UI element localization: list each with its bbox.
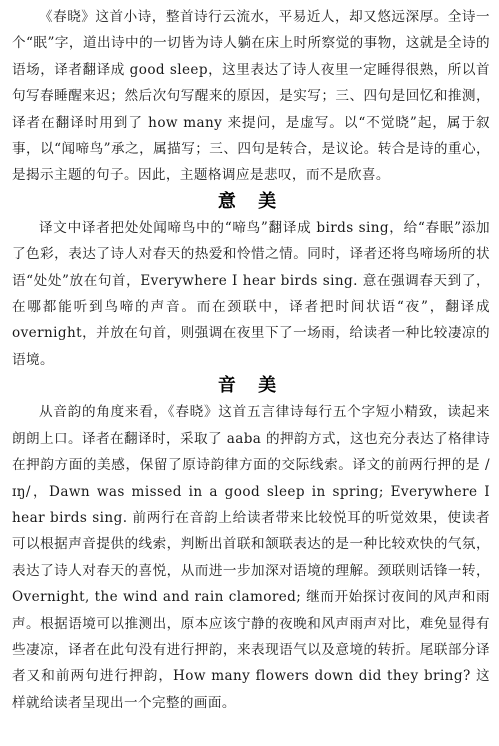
- section-heading-meaning-beauty: 意 美: [217, 190, 285, 212]
- meaning-beauty-paragraph: 译文中译者把处处闻啼鸟中的“啼鸟”翻译成 birds sing，给“春眠”添加了色彩，表达了诗人对春天的热爱和怜惜之情。同时，译者还将鸟啼场所的状语“处处”放在句首，Everywhere I hear birds sing. 意在强调春天到了，在哪都能听到鸟啼的声音。而在颈联中，译者把时间状语“夜”，翻译成 overnight，并放在句首，则强调在夜里下了一场雨，给读者一种比较凄凉的语境。: [12, 219, 490, 368]
- sound-beauty-paragraph: 从音韵的角度来看，《春晓》这首五言律诗每行五个字短小精致，读起来朗朗上口。译者在翻译时，采取了 aaba 的押韵方式，这也充分表达了格律诗在押韵方面的美感，保留了原诗韵律方面的交际线索。译文的前两行押的是 /ɪŋ/，Dawn was missed in a good sleep in spring; Everywhere I hear birds sing. 前两行在音韵上给读者带来比较悦耳的听觉效果，使读者可以根据声音提供的线索，判断出首联和颔联表达的是一种比较欢快的气氛，表达了诗人对春天的喜悦，从而进一步加深对语境的理解。颈联则话锋一转，Overnight, the wind and rain clamored; 继而开始探讨夜间的风声和雨声。根据语境可以推测出，原本应该宁静的夜晚和风声雨声对比，难免显得有些凄凉，译者在此句没有进行押韵，来表现语气以及意境的转折。尾联部分译者又和前两句进行押韵，How many flowers down did they bring? 这样就给读者呈现出一个完整的画面。: [12, 404, 490, 711]
- intro-paragraph: 《春晓》这首小诗，整首诗行云流水，平易近人，却又悠远深厚。全诗一个“眠”字，道出诗中的一切皆为诗人躺在床上时所察觉的事物，这就是全诗的语场，译者翻译成 good sleep，这里表达了诗人夜里一定睡得很熟，所以首句写春睡醒来迟；然后次句写醒来的原因，是实写；三、四句是回忆和推测，译者在翻译时用到了 how many 来提问，是虚写。以“不觉晓”起，属于叙事，以“闻啼鸟”承之，属描写；三、四句是转合，是议论。转合是诗的重心，是揭示主题的句子。因此，主题格调应是悲叹，而不是欣喜。: [12, 9, 490, 184]
- document-page: [12, 4, 490, 716]
- section-heading-sound-beauty: 音 美: [217, 375, 285, 397]
